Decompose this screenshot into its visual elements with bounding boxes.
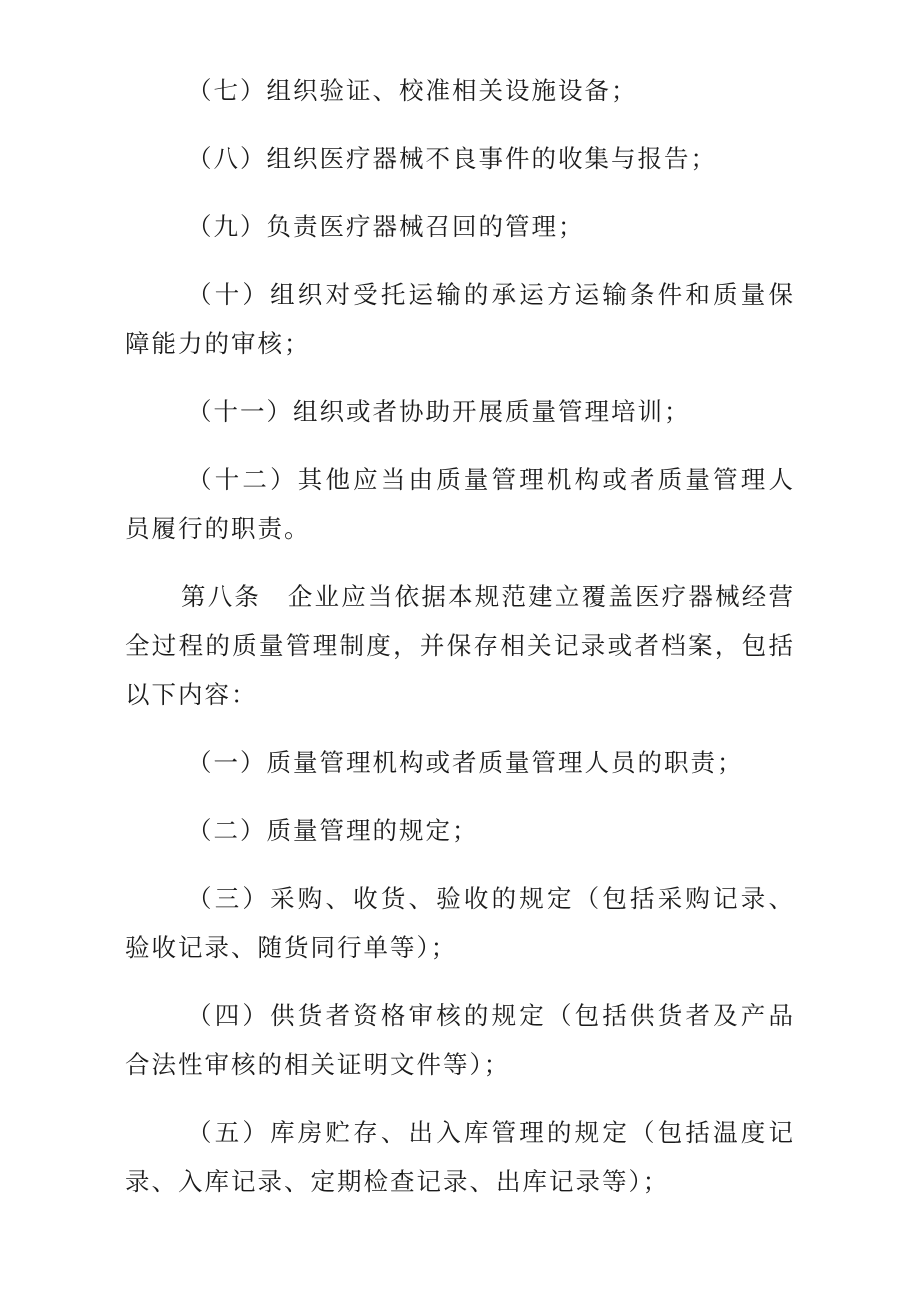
list-item-2: （二）质量管理的规定； <box>187 816 479 845</box>
list-item-5: （五）库房贮存、出入库管理的规定（包括温度记录、入库记录、定期检查记录、出库记录等）； <box>125 1118 795 1196</box>
list-item-3: （三）采购、收货、验收的规定（包括采购记录、验收记录、随货同行单等）； <box>125 884 795 962</box>
paragraph-item-9: （九）负责医疗器械召回的管理； <box>187 212 585 241</box>
article-8-paragraph: 第八条 企业应当依据本规范建立覆盖医疗器械经营全过程的质量管理制度，并保存相关记录或者档案，包括以下内容： <box>125 582 795 709</box>
paragraph-item-11: （十一）组织或者协助开展质量管理培训； <box>187 397 691 426</box>
document-body <box>125 66 795 1225</box>
paragraph-item-7: （七）组织验证、校准相关设施设备； <box>187 76 638 105</box>
paragraph-item-8: （八）组织医疗器械不良事件的收集与报告； <box>187 144 717 173</box>
list-item-1: （一）质量管理机构或者质量管理人员的职责； <box>187 748 744 777</box>
list-item-4: （四）供货者资格审核的规定（包括供货者及产品合法性审核的相关证明文件等）； <box>125 1001 795 1079</box>
paragraph-item-12: （十二）其他应当由质量管理机构或者质量管理人员履行的职责。 <box>125 465 795 543</box>
paragraph-item-10: （十）组织对受托运输的承运方运输条件和质量保障能力的审核； <box>125 280 795 358</box>
